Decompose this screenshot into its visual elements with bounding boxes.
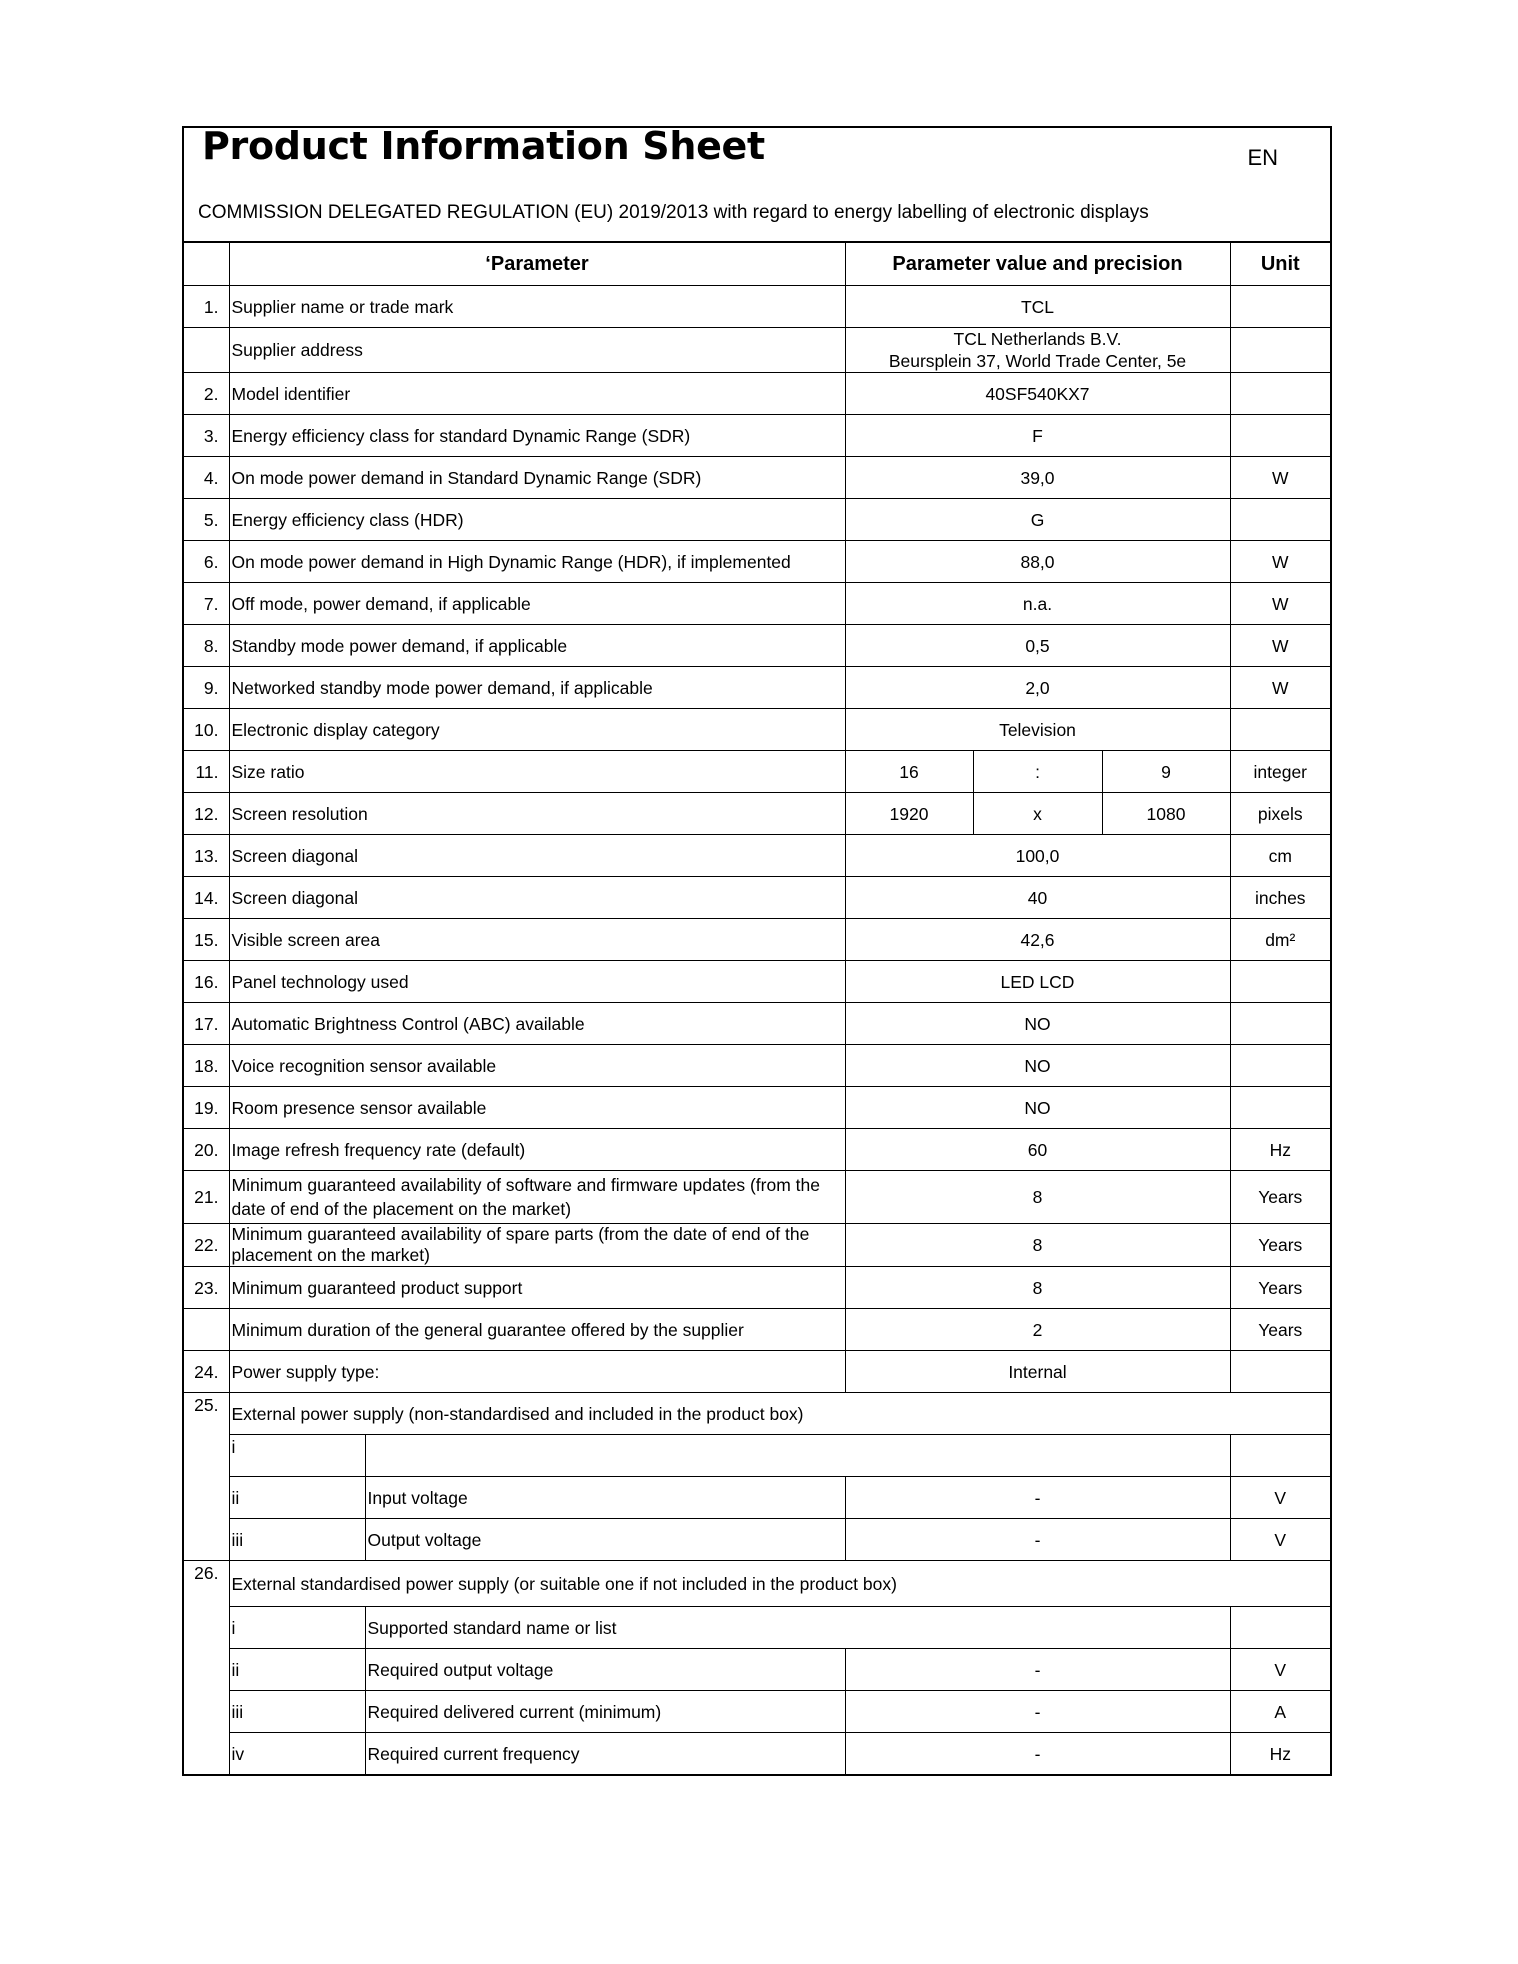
row-number: 3. — [183, 415, 229, 457]
row-unit — [1230, 373, 1331, 415]
row-parameter: Room presence sensor available — [229, 1087, 845, 1129]
row-parameter: Networked standby mode power demand, if applicable — [229, 667, 845, 709]
item-unit: V — [1230, 1477, 1331, 1519]
supplier-address-line-1: TCL Netherlands B.V. — [953, 329, 1122, 349]
row-parameter: Minimum duration of the general guarantee offered by the supplier — [229, 1309, 845, 1351]
row-parameter: Screen resolution — [229, 793, 845, 835]
row-parameter: Minimum guaranteed product support — [229, 1267, 845, 1309]
row-number: 2. — [183, 373, 229, 415]
table-row — [183, 1171, 1331, 1224]
table-row — [183, 1309, 1331, 1351]
resolution-width: 1920 — [845, 793, 973, 835]
row-parameter: Supplier address — [229, 328, 845, 373]
table-row — [183, 835, 1331, 877]
row-value: LED LCD — [845, 961, 1230, 1003]
table-row — [183, 877, 1331, 919]
row-unit — [1230, 328, 1331, 373]
row-number: 19. — [183, 1087, 229, 1129]
item-label: Required delivered current (minimum) — [365, 1691, 845, 1733]
standard-psu-title-row — [183, 1561, 1331, 1607]
external-psu-item — [183, 1519, 1331, 1561]
row-number: 22. — [183, 1224, 229, 1267]
row-unit: integer — [1230, 751, 1331, 793]
table-row — [183, 1003, 1331, 1045]
row-unit — [1230, 415, 1331, 457]
row-value: G — [845, 499, 1230, 541]
row-parameter: Electronic display category — [229, 709, 845, 751]
regulation-subtitle: COMMISSION DELEGATED REGULATION (EU) 2019/2013 with regard to energy labelling of electronic displays — [198, 202, 1149, 223]
row-value: 8 — [845, 1267, 1230, 1309]
row-parameter: Off mode, power demand, if applicable — [229, 583, 845, 625]
table-row — [183, 583, 1331, 625]
row-unit: Years — [1230, 1171, 1331, 1224]
row-value: 100,0 — [845, 835, 1230, 877]
row-value — [845, 328, 1230, 373]
row-unit — [1230, 1045, 1331, 1087]
row-unit — [1230, 1351, 1331, 1393]
row-value: 8 — [845, 1171, 1230, 1224]
table-row — [183, 793, 1331, 835]
table-row — [183, 415, 1331, 457]
row-number: 23. — [183, 1267, 229, 1309]
row-parameter: Voice recognition sensor available — [229, 1045, 845, 1087]
column-header-number — [183, 242, 229, 286]
table-row — [183, 1351, 1331, 1393]
row-value: 2 — [845, 1309, 1230, 1351]
table-row — [183, 667, 1331, 709]
row-value: 42,6 — [845, 919, 1230, 961]
ratio-separator: : — [973, 751, 1102, 793]
table-row — [183, 1087, 1331, 1129]
table-row — [183, 457, 1331, 499]
row-parameter: On mode power demand in High Dynamic Range (HDR), if implemented — [229, 541, 845, 583]
row-value: 88,0 — [845, 541, 1230, 583]
row-unit — [1230, 286, 1331, 328]
item-label: Required current frequency — [365, 1733, 845, 1776]
row-parameter — [229, 1224, 845, 1267]
row-unit: W — [1230, 583, 1331, 625]
standard-psu-item — [183, 1607, 1331, 1649]
row-value: Internal — [845, 1351, 1230, 1393]
row-value: 0,5 — [845, 625, 1230, 667]
row-unit: pixels — [1230, 793, 1331, 835]
item-unit: A — [1230, 1691, 1331, 1733]
resolution-separator: x — [973, 793, 1102, 835]
row-unit: Years — [1230, 1267, 1331, 1309]
external-psu-item — [183, 1435, 1331, 1477]
row-value: NO — [845, 1003, 1230, 1045]
row-unit: W — [1230, 667, 1331, 709]
item-roman: iv — [229, 1733, 365, 1776]
product-information-table — [182, 126, 1332, 1776]
row-number: 16. — [183, 961, 229, 1003]
row-parameter — [229, 1171, 845, 1224]
row-value: Television — [845, 709, 1230, 751]
row-unit — [1230, 709, 1331, 751]
row-number: 4. — [183, 457, 229, 499]
row-value: 2,0 — [845, 667, 1230, 709]
ratio-height: 9 — [1102, 751, 1230, 793]
external-psu-item — [183, 1477, 1331, 1519]
table-row — [183, 373, 1331, 415]
row-parameter: Energy efficiency class for standard Dynamic Range (SDR) — [229, 415, 845, 457]
row-value: F — [845, 415, 1230, 457]
row-number: 8. — [183, 625, 229, 667]
item-value: - — [845, 1649, 1230, 1691]
row-number: 1. — [183, 286, 229, 328]
table-row — [183, 709, 1331, 751]
row-unit: W — [1230, 457, 1331, 499]
row-number: 17. — [183, 1003, 229, 1045]
item-unit — [1230, 1607, 1331, 1649]
table-row — [183, 541, 1331, 583]
row-number: 5. — [183, 499, 229, 541]
item-value: - — [845, 1477, 1230, 1519]
item-label: Output voltage — [365, 1519, 845, 1561]
row-parameter-line-1: Minimum guaranteed availability of software and firmware updates (from the — [231, 1175, 820, 1195]
standard-psu-item — [183, 1649, 1331, 1691]
row-parameter: Screen diagonal — [229, 877, 845, 919]
item-unit — [1230, 1435, 1331, 1477]
row-value: 40 — [845, 877, 1230, 919]
row-number: 21. — [183, 1171, 229, 1224]
row-unit — [1230, 1087, 1331, 1129]
row-unit: cm — [1230, 835, 1331, 877]
row-parameter-line-1: Minimum guaranteed availability of spare parts (from the date of end of the — [231, 1224, 810, 1244]
row-number: 11. — [183, 751, 229, 793]
table-row — [183, 1129, 1331, 1171]
row-value: n.a. — [845, 583, 1230, 625]
row-parameter: Supplier name or trade mark — [229, 286, 845, 328]
row-parameter: Screen diagonal — [229, 835, 845, 877]
item-label: Input voltage — [365, 1477, 845, 1519]
row-value: TCL — [845, 286, 1230, 328]
row-number: 14. — [183, 877, 229, 919]
page-title: Product Information Sheet — [202, 124, 765, 168]
table-row — [183, 751, 1331, 793]
column-header-row — [183, 242, 1331, 286]
row-unit: W — [1230, 541, 1331, 583]
table-row — [183, 625, 1331, 667]
row-parameter: Standby mode power demand, if applicable — [229, 625, 845, 667]
item-roman: ii — [229, 1477, 365, 1519]
row-value: 40SF540KX7 — [845, 373, 1230, 415]
table-row — [183, 1045, 1331, 1087]
column-header-value: Parameter value and precision — [845, 242, 1230, 286]
row-value: 60 — [845, 1129, 1230, 1171]
resolution-height: 1080 — [1102, 793, 1230, 835]
item-unit: V — [1230, 1519, 1331, 1561]
row-unit: W — [1230, 625, 1331, 667]
column-header-unit: Unit — [1230, 242, 1331, 286]
item-roman: i — [229, 1607, 365, 1649]
row-unit: Hz — [1230, 1129, 1331, 1171]
row-number: 18. — [183, 1045, 229, 1087]
standard-psu-item — [183, 1733, 1331, 1776]
row-value: 8 — [845, 1224, 1230, 1267]
row-unit: Years — [1230, 1309, 1331, 1351]
row-parameter: Visible screen area — [229, 919, 845, 961]
table-row — [183, 919, 1331, 961]
row-unit: inches — [1230, 877, 1331, 919]
row-number: 7. — [183, 583, 229, 625]
row-unit: Years — [1230, 1224, 1331, 1267]
row-parameter: Panel technology used — [229, 961, 845, 1003]
row-parameter-line-2: placement on the market) — [231, 1245, 430, 1265]
row-parameter: Power supply type: — [229, 1351, 845, 1393]
row-number: 6. — [183, 541, 229, 583]
row-value: NO — [845, 1087, 1230, 1129]
ratio-width: 16 — [845, 751, 973, 793]
row-parameter-line-2: date of end of the placement on the market) — [231, 1199, 572, 1219]
item-value: - — [845, 1733, 1230, 1776]
row-number: 9. — [183, 667, 229, 709]
item-label — [365, 1435, 1230, 1477]
table-row — [183, 286, 1331, 328]
item-value: - — [845, 1519, 1230, 1561]
column-header-parameter: ‘Parameter — [229, 242, 845, 286]
row-unit — [1230, 499, 1331, 541]
standard-psu-item — [183, 1691, 1331, 1733]
row-parameter: Model identifier — [229, 373, 845, 415]
supplier-address-line-2: Beursplein 37, World Trade Center, 5e — [888, 351, 1187, 371]
table-row — [183, 328, 1331, 373]
standard-psu-title: External standardised power supply (or suitable one if not included in the product box) — [229, 1561, 1331, 1607]
item-roman: iii — [229, 1691, 365, 1733]
row-parameter: Size ratio — [229, 751, 845, 793]
table-row — [183, 1224, 1331, 1267]
row-parameter: On mode power demand in Standard Dynamic Range (SDR) — [229, 457, 845, 499]
row-number: 20. — [183, 1129, 229, 1171]
row-number: 25. — [183, 1393, 229, 1561]
row-parameter: Energy efficiency class (HDR) — [229, 499, 845, 541]
table-row — [183, 1267, 1331, 1309]
row-number: 26. — [183, 1561, 229, 1776]
row-number: 13. — [183, 835, 229, 877]
row-number: 12. — [183, 793, 229, 835]
item-roman: ii — [229, 1649, 365, 1691]
item-unit: Hz — [1230, 1733, 1331, 1776]
item-value: - — [845, 1691, 1230, 1733]
item-unit: V — [1230, 1649, 1331, 1691]
row-number — [183, 1309, 229, 1351]
row-number: 10. — [183, 709, 229, 751]
external-psu-title: External power supply (non-standardised and included in the product box) — [229, 1393, 1331, 1435]
item-label: Supported standard name or list — [365, 1607, 1230, 1649]
row-unit: dm² — [1230, 919, 1331, 961]
item-label: Required output voltage — [365, 1649, 845, 1691]
row-parameter: Image refresh frequency rate (default) — [229, 1129, 845, 1171]
row-unit — [1230, 1003, 1331, 1045]
row-unit — [1230, 961, 1331, 1003]
item-roman: i — [229, 1435, 365, 1477]
table-row — [183, 961, 1331, 1003]
external-psu-title-row — [183, 1393, 1331, 1435]
row-number — [183, 328, 229, 373]
row-number: 15. — [183, 919, 229, 961]
row-value: NO — [845, 1045, 1230, 1087]
row-value: 39,0 — [845, 457, 1230, 499]
language-code: EN — [1247, 145, 1279, 170]
sheet-header — [183, 124, 1331, 242]
row-parameter: Automatic Brightness Control (ABC) available — [229, 1003, 845, 1045]
row-number: 24. — [183, 1351, 229, 1393]
table-row — [183, 499, 1331, 541]
item-roman: iii — [229, 1519, 365, 1561]
